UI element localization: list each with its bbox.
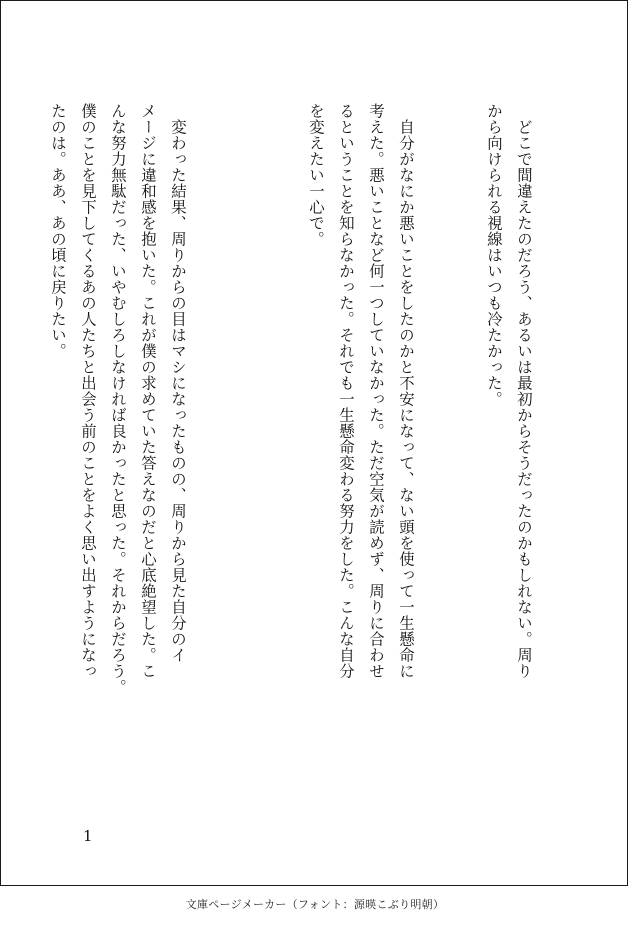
text-line: 自分がなにか悪いことをしたのかと不安になって、ない頭を使って一生懸命に [397, 103, 415, 679]
paragraph-1 [479, 103, 539, 803]
text-line: たのは。ああ、あの頃に戻りたい。 [49, 103, 67, 359]
text-line: から向けられる視線はいつも冷たかった。 [485, 103, 503, 407]
text-line: 考えた。悪いことなど何一つしていなかった。ただ空気が読めず、周りに合わせ [367, 103, 385, 679]
paragraph-3 [49, 103, 193, 803]
text-line: メージに違和感を抱いた。これが僕の求めていた答えなのだと心底絶望した。こ [139, 103, 157, 679]
page-number: 1 [83, 827, 93, 845]
text-line: 僕のことを見下してくるあの人たちと出会う前のことをよく思い出すようになっ [79, 103, 97, 679]
text-line: んな努力無駄だった、いやむしろしなければ良かったと思った。それからだろう。 [109, 103, 127, 695]
text-line: るということを知らなかった。それでも一生懸命変わる努力をした。こんな自分 [337, 103, 355, 679]
text-line: を変えたい一心で。 [307, 103, 325, 247]
footer-caption: 文庫ページメーカー（フォント：源暎こぶり明朝） [185, 898, 445, 911]
text-line: どこで間違えたのだろう、あるいは最初からそうだったのかもしれない。周り [515, 103, 533, 679]
paragraph-2 [301, 103, 421, 803]
text-line: 変わった結果、周りからの目はマシになったものの、周りから見た自分のイ [169, 103, 187, 663]
